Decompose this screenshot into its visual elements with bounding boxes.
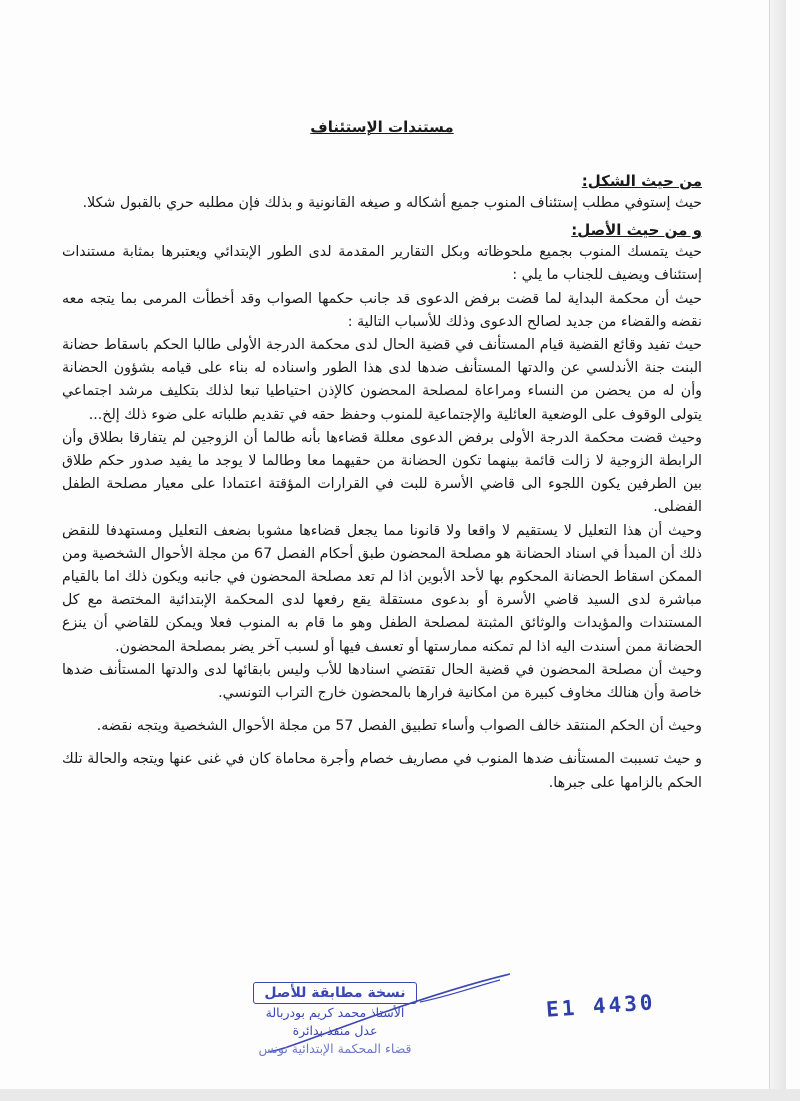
section-substance-heading: و من حيث الأصل: xyxy=(571,221,702,240)
document-title: مستندات الإستئناف xyxy=(310,118,454,136)
paragraph: وحيث قضت محكمة الدرجة الأولى برفض الدعوى معللة قضاءها بأنه طالما أن الزوجين لم يتفارقا بطلاق وأن الرابطة الزوجية لا زالت قائمة بينهما تكون الحضانة من حقيهما معا وطالما لا يوجد ما يفيد صدور حكم طلاق بين الطرفين يكون اللجوء الى قاضي الأسرة للبت في القرارات المؤقتة اعتمادا على معيار مصلحة الطفل الفضلى. xyxy=(62,429,702,516)
paragraph: وحيث أن هذا التعليل لا يستقيم لا واقعا ولا قانونا مما يجعل قضاءها مشوبا بضعف التعليل ومستهدفا للنقض ذلك أن المبدأ في اسناد الحضانة هو مصلحة المحضون طبق أحكام الفصل 67 من مجلة الأحوال الشخصية ومن الممكن اسقاط الحضانة المحكوم بها لأحد الأبوين اذا لم تعد مصلحة المحضون في جانبه ويكون ذلك اما بالقيام مباشرة لدى السيد قاضي الأسرة أو بدعوى مستقلة يقع رفعها لدى المحكمة الإبتدائية المختصة مع كل المستندات والمؤيدات والوثائق المثبتة لمصلحة الطفل وهو ما قام به المنوب فعلا ويمكن للقاضي أن ينزع الحضانة ممن أسندت اليه اذا لم تمكنه ممارستها أو تعسف فيها أو لسبب آخر يضر بمصلحة المحضون. xyxy=(62,522,702,655)
scan-edge xyxy=(769,0,786,1090)
paragraph: حيث أن محكمة البداية لما قضت برفض الدعوى قد جانب حكمها الصواب وقد أخطأت المرمى بما يتجه معه نقضه والقضاء من جديد لصالح الدعوى وذلك للأسباب التالية : xyxy=(62,290,702,330)
stamp-line: الأستاذ محمد كريم بودربالة xyxy=(265,1005,405,1020)
scan-edge-bottom xyxy=(0,1089,800,1101)
section-form-heading: من حيث الشكل: xyxy=(581,172,702,190)
paragraph: و حيث تسببت المستأنف ضدها المنوب في مصاريف خصام وأجرة محاماة كان في غنى عنها ويتجه والحالة تلك الحكم بالزامها على جبرها. xyxy=(62,751,702,791)
stamp-line: قضاء المحكمة الإبتدائية تونس xyxy=(258,1041,412,1056)
paragraph: وحيث أن مصلحة المحضون في قضية الحال تقتضي اسنادها للأب وليس بابقائها لدى والدتها المستأنف ضدها خاصة وأن هنالك مخاوف كبيرة من امكانية فرارها بالمحضون خارج التراب التونسي. xyxy=(62,661,702,702)
paragraph: وحيث أن الحكم المنتقد خالف الصواب وأساء تطبيق الفصل 57 من مجلة الأحوال الشخصية ويتجه نقضه. xyxy=(96,718,702,735)
stamp-title: نسخة مطابقة للأصل xyxy=(253,982,416,1004)
paragraph: حيث تفيد وقائع القضية قيام المستأنف في قضية الحال لدى محكمة الدرجة الأولى طالبا الحكم باسقاط حضانة البنت جنة الأندلسي عن والدتها المستأنف ضدها لدى هذا الطور واسناده له بناء على قيامه بشؤون الحضانة وأن له من يحضن من النساء ومراعاة لمصلحة المحضون كالإذن احتياطيا تبعا لذلك بتكليف مرشد اجتماعي يتولى الوقوف على الوضعية العائلية والإجتماعية للمنوب وحفظ حقه في تقديم طلباته على ضوء ذلك إلخ... xyxy=(62,337,702,423)
document-body xyxy=(62,118,702,795)
stamp-line: عدل منفذ بدائرة xyxy=(292,1023,378,1038)
certified-copy-stamp xyxy=(210,982,460,1058)
reference-number: E1 4430 xyxy=(545,990,657,1022)
section-form-body: حيث إستوفي مطلب إستئناف المنوب جميع أشكاله و صيغه القانونية و بذلك فإن مطلبه حري بالقبول شكلا. xyxy=(82,195,702,211)
paragraph: حيث يتمسك المنوب بجميع ملحوظاته وبكل التقارير المقدمة لدى الطور الإبتدائي ويعتبرها بمثابة مستندات إستئناف ويضيف للجناب ما يلي : xyxy=(62,244,702,284)
